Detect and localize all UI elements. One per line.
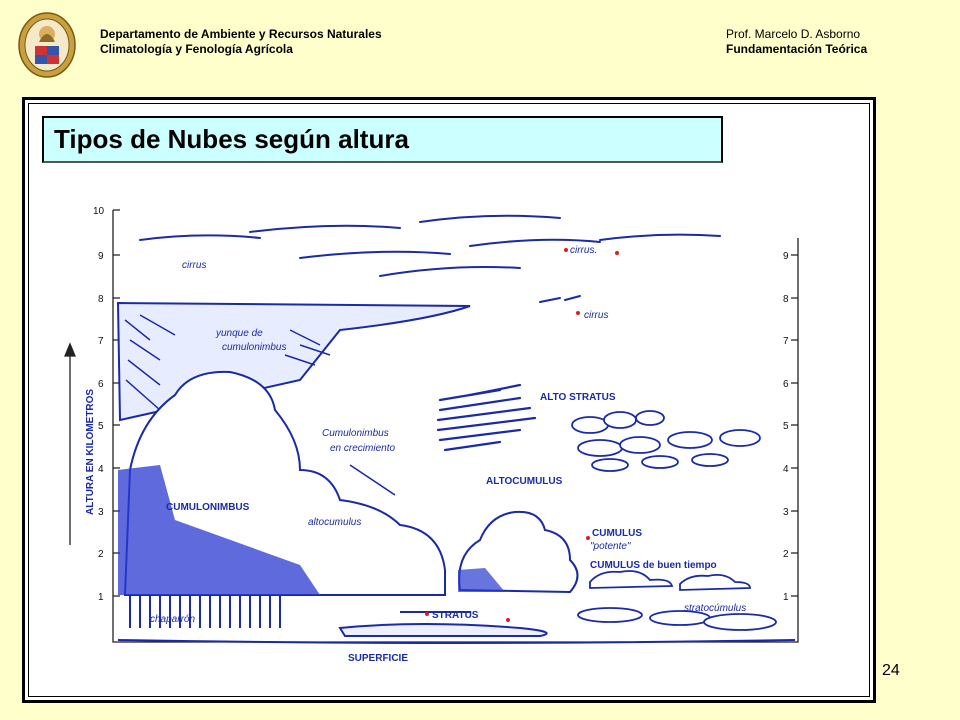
tick-right-9: 9 bbox=[783, 251, 789, 262]
y-axis-label: ALTURA EN KILOMETROS bbox=[85, 388, 96, 515]
label-cumulus-buen-tiempo: CUMULUS de buen tiempo bbox=[590, 560, 717, 571]
tick-right-1: 1 bbox=[783, 592, 789, 603]
label-cirrus-left: cirrus bbox=[182, 260, 207, 271]
department-name: Departamento de Ambiente y Recursos Naturales bbox=[100, 27, 382, 41]
tick-right-3: 3 bbox=[783, 507, 789, 518]
label-cb-growing-1: Cumulonimbus bbox=[322, 428, 389, 439]
label-altostratus: ALTO STRATUS bbox=[540, 392, 616, 403]
page-number: 24 bbox=[882, 662, 900, 679]
altostratus-cloud bbox=[438, 385, 535, 450]
tick-right-5: 5 bbox=[783, 421, 789, 432]
stratocumulus-cloud bbox=[578, 608, 776, 630]
tick-right-6: 6 bbox=[783, 379, 789, 390]
label-cirrus-top-right: cirrus. bbox=[570, 245, 598, 256]
label-surface: SUPERFICIE bbox=[348, 653, 409, 664]
label-cumulus-potente-1: CUMULUS bbox=[592, 528, 642, 539]
tick-right-7: 7 bbox=[783, 336, 789, 347]
slide-title: Tipos de Nubes según altura bbox=[42, 116, 723, 163]
label-chaparron: chaparrón bbox=[150, 614, 196, 625]
label-stratocumulus: stratocúmulus bbox=[684, 603, 747, 614]
tick-left-3: 3 bbox=[98, 507, 104, 518]
cumulonimbus-growing-arrow bbox=[350, 465, 395, 495]
tick-right-2: 2 bbox=[783, 549, 789, 560]
right-ticks bbox=[783, 251, 789, 603]
label-yunque-1: yunque de bbox=[216, 328, 263, 339]
tick-right-4: 4 bbox=[783, 464, 789, 475]
tick-left-1: 1 bbox=[98, 592, 104, 603]
tick-left-5: 5 bbox=[98, 421, 104, 432]
fair-weather-cumulus bbox=[590, 571, 750, 590]
label-cumulus-potente-2: "potente" bbox=[590, 541, 631, 552]
label-cirrus-mid-right: cirrus bbox=[584, 310, 609, 321]
label-altocumulus: ALTOCUMULUS bbox=[486, 476, 563, 487]
tick-right-8: 8 bbox=[783, 294, 789, 305]
altocumulus-cloud bbox=[572, 411, 760, 471]
section-name: Fundamentación Teórica bbox=[726, 42, 868, 56]
tick-left-4: 4 bbox=[98, 464, 104, 475]
label-cumulonimbus: CUMULONIMBUS bbox=[166, 502, 250, 513]
tick-left-8: 8 bbox=[98, 294, 104, 305]
label-cb-growing-2: en crecimiento bbox=[330, 443, 396, 454]
cirrus-clouds bbox=[140, 216, 720, 302]
y-axis-arrow bbox=[65, 344, 75, 545]
tick-left-2: 2 bbox=[98, 549, 104, 560]
professor-name: Prof. Marcelo D. Asborno bbox=[726, 27, 861, 41]
label-yunque-2: cumulonimbus bbox=[222, 342, 287, 353]
tick-left-6: 6 bbox=[98, 379, 104, 390]
label-stratus: STRATUS bbox=[432, 610, 479, 621]
tick-left-7: 7 bbox=[98, 336, 104, 347]
course-name: Climatología y Fenología Agrícola bbox=[100, 42, 293, 56]
label-altocumulus-small: altocumulus bbox=[308, 517, 362, 528]
tick-left-10: 10 bbox=[93, 206, 105, 217]
tick-left-9: 9 bbox=[98, 251, 104, 262]
